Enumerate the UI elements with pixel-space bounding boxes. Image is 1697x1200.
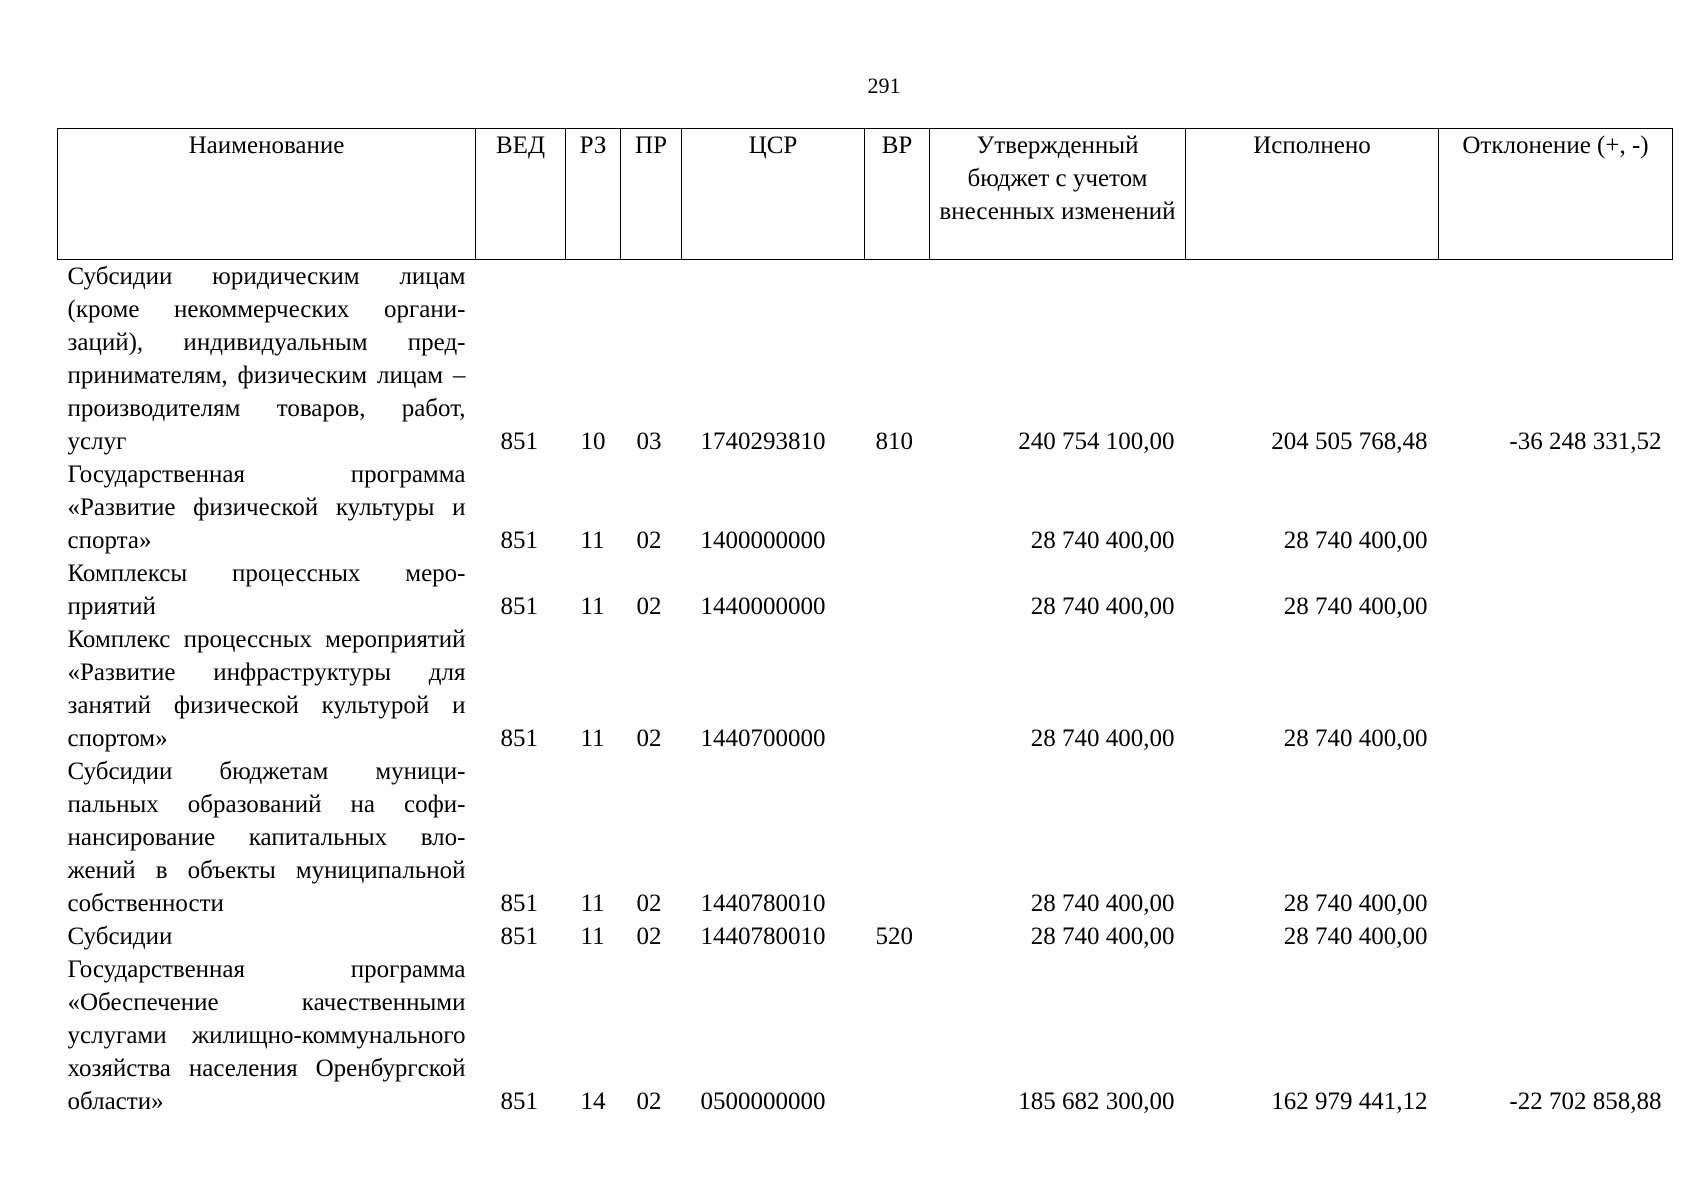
- row-vr: 520: [875, 923, 913, 950]
- row-name: Государственная программа «Развитие физической культуры и спорта»: [67, 461, 466, 554]
- row-pr: 02: [636, 923, 662, 950]
- row-vr: [865, 557, 930, 623]
- header-approved-budget: Утвержденный бюджет с учетом внесенных изменений: [930, 129, 1186, 260]
- row-executed: 28 740 400,00: [1283, 890, 1428, 917]
- row-vr: [865, 755, 930, 920]
- row-executed: 28 740 400,00: [1283, 725, 1428, 752]
- row-rz: 11: [580, 593, 605, 620]
- row-csr: 1440780010: [700, 890, 826, 917]
- header-rz: РЗ: [566, 129, 621, 260]
- table-row: [58, 755, 1673, 920]
- row-ved: 851: [500, 1088, 538, 1115]
- row-csr: 1440700000: [700, 725, 826, 752]
- row-deviation: [1439, 920, 1673, 953]
- row-approved: 28 740 400,00: [1030, 923, 1175, 950]
- row-pr: 02: [636, 527, 662, 554]
- row-name: Субсидии: [67, 923, 173, 950]
- row-approved: 28 740 400,00: [1030, 725, 1175, 752]
- row-ved: 851: [500, 725, 538, 752]
- row-name: Государственная программа «Обеспечение качественными услугами жилищно-коммунального хозяйства населения Оренбургской области»: [67, 956, 466, 1115]
- row-ved: 851: [500, 593, 538, 620]
- row-csr: 1740293810: [700, 428, 826, 455]
- row-csr: 1440780010: [700, 923, 826, 950]
- row-vr: [865, 458, 930, 557]
- row-ved: 851: [500, 890, 538, 917]
- row-rz: 11: [580, 890, 605, 917]
- table-row: [58, 458, 1673, 557]
- row-vr: [865, 623, 930, 755]
- row-csr: 1400000000: [700, 527, 826, 554]
- budget-execution-table: [57, 128, 1673, 1118]
- row-executed: 28 740 400,00: [1283, 923, 1428, 950]
- row-csr: 0500000000: [700, 1088, 826, 1115]
- row-rz: 11: [580, 923, 605, 950]
- row-pr: 03: [636, 428, 662, 455]
- table-row: [58, 260, 1673, 459]
- row-pr: 02: [636, 593, 662, 620]
- table-header-row: [58, 129, 1673, 260]
- row-name: Комплекс процессных мероприятий «Развитие инфраструктуры для занятий физической культурой и спортом»: [67, 626, 466, 752]
- page-number: 291: [867, 73, 901, 98]
- row-ved: 851: [500, 923, 538, 950]
- row-executed: 204 505 768,48: [1271, 428, 1428, 455]
- row-csr: 1440000000: [700, 593, 826, 620]
- row-rz: 11: [580, 725, 605, 752]
- header-csr: ЦСР: [682, 129, 865, 260]
- header-vr: ВР: [865, 129, 930, 260]
- row-pr: 02: [636, 890, 662, 917]
- row-deviation: [1439, 755, 1673, 920]
- row-approved: 28 740 400,00: [1030, 890, 1175, 917]
- row-approved: 28 740 400,00: [1030, 593, 1175, 620]
- row-approved: 28 740 400,00: [1030, 527, 1175, 554]
- row-deviation: -22 702 858,88: [1509, 1088, 1662, 1115]
- row-deviation: [1439, 557, 1673, 623]
- row-executed: 28 740 400,00: [1283, 527, 1428, 554]
- row-name: Субсидии юридическим лицам (кроме некоммерческих организаций), индивидуальным предпринимателям, физическим лицам – производителям товаров, работ, услуг: [67, 263, 466, 455]
- row-vr: [865, 953, 930, 1118]
- row-pr: 02: [636, 1088, 662, 1115]
- row-deviation: [1439, 458, 1673, 557]
- row-executed: 28 740 400,00: [1283, 593, 1428, 620]
- table-row: [58, 623, 1673, 755]
- row-name: Субсидии бюджетам муниципальных образований на софинансирование капитальных вложений в объекты муниципальной собственности: [67, 758, 466, 917]
- row-pr: 02: [636, 725, 662, 752]
- header-deviation: Отклонение (+, -): [1439, 129, 1673, 260]
- row-executed: 162 979 441,12: [1271, 1088, 1428, 1115]
- row-rz: 11: [580, 527, 605, 554]
- row-rz: 14: [580, 1088, 606, 1115]
- row-deviation: [1439, 623, 1673, 755]
- row-rz: 10: [580, 428, 606, 455]
- row-ved: 851: [500, 428, 538, 455]
- header-pr: ПР: [621, 129, 682, 260]
- header-executed: Исполнено: [1186, 129, 1439, 260]
- table-row: [58, 920, 1673, 953]
- header-ved: ВЕД: [476, 129, 566, 260]
- header-name: Наименование: [58, 129, 476, 260]
- row-deviation: -36 248 331,52: [1509, 428, 1662, 455]
- row-name: Комплексы процессных мероприятий: [67, 560, 466, 620]
- row-ved: 851: [500, 527, 538, 554]
- row-vr: 810: [875, 428, 913, 455]
- table-row: [58, 953, 1673, 1118]
- row-approved: 185 682 300,00: [1018, 1088, 1175, 1115]
- table-row: [58, 557, 1673, 623]
- row-approved: 240 754 100,00: [1018, 428, 1175, 455]
